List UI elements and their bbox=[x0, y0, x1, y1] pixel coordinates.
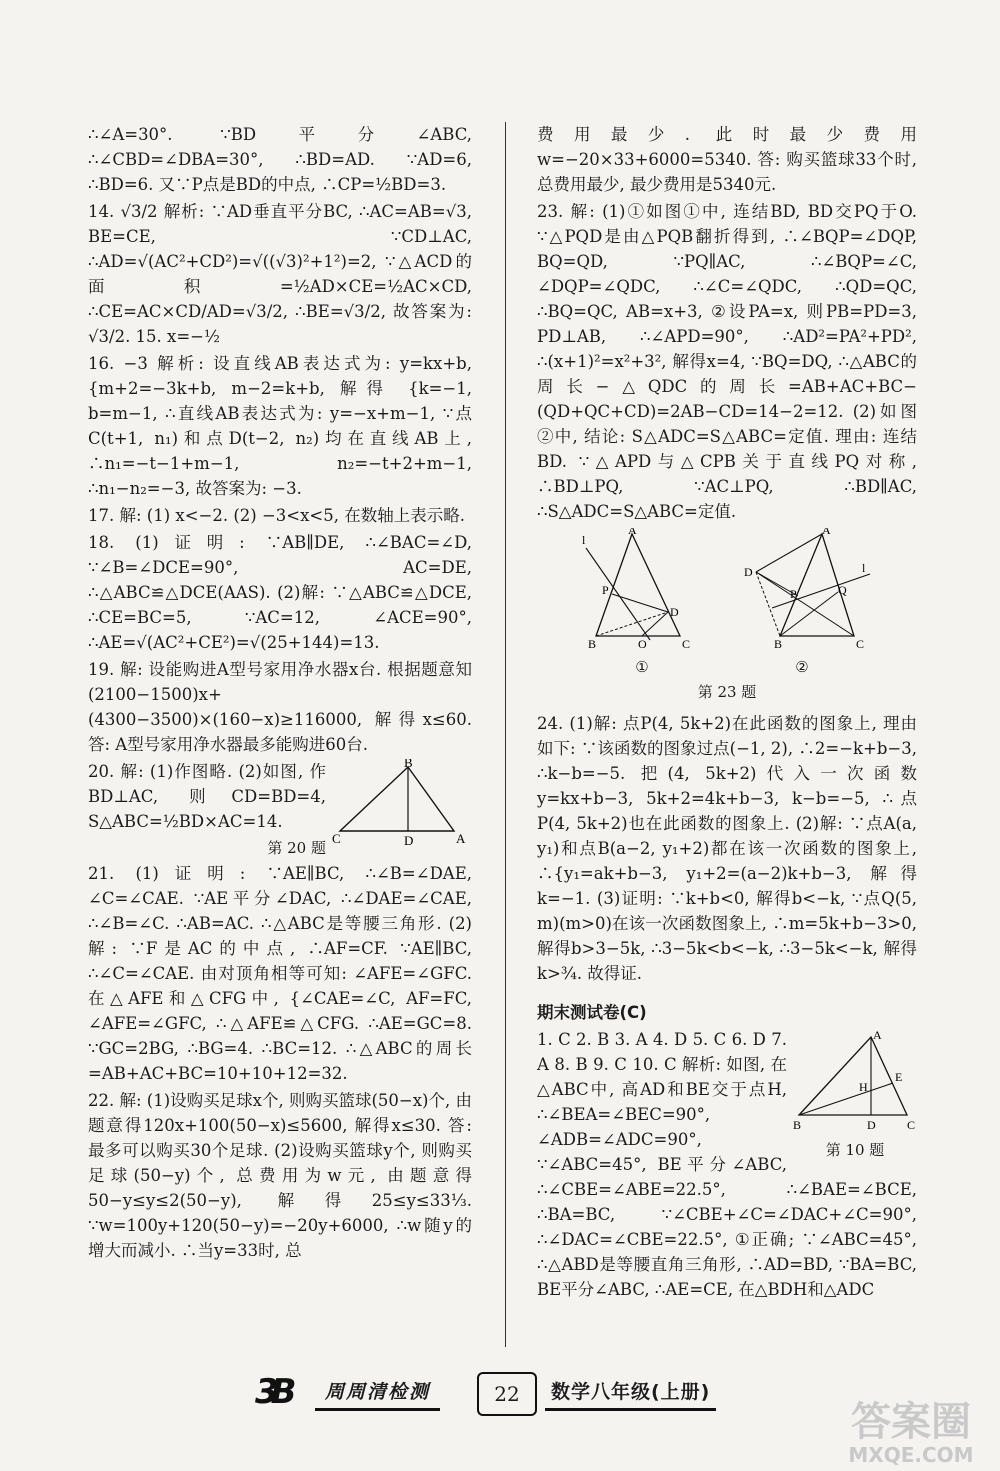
caption-fig23: 第 23 题 bbox=[697, 683, 757, 701]
brand-logo: 3B bbox=[255, 1372, 289, 1412]
caption-fig23-2: ② bbox=[795, 658, 809, 676]
svg-text:Q: Q bbox=[638, 637, 647, 648]
answer-23: 23. 解: (1)①如图①中, 连结BD, BD交PQ于O. ∵△PQD是由△PQB翻折得到, ∴∠BQP=∠DQP, BQ=QD, ∵PQ∥AC, ∴∠BQP=∠C, ∠DQP=∠QDC, ∴∠C=∠QDC, ∴QD=QC, ∴BQ=QC, AB=x+3, ②设PA=x, 则PB=PD=3, PD⊥AB, ∴∠APD=90°, ∴AD²=PA²+PD², ∴(x+1)²=x²+3², 解得x=4, ∵BQ=DQ, ∴△ABC的周长−△QDC的周长=AB+AC+BC−(QD+QC+CD)=2AB−CD=14−2=12. (2)如图②中, 结论: S△ADC=S△ABC=定值. 理由: 连结BD. ∵△APD与△CPB关于直线PQ对称, ∴BD⊥PQ, ∵AC⊥PQ, ∴BD∥AC, ∴S△ADC=S△ABC=定值. bbox=[537, 202, 917, 521]
figure-23-2 bbox=[732, 528, 872, 648]
section-title-final-test-c: 期末测试卷(C) bbox=[537, 1003, 647, 1022]
svg-text:H: H bbox=[859, 1080, 868, 1094]
svg-text:D: D bbox=[744, 565, 753, 579]
svg-text:D: D bbox=[404, 833, 414, 848]
answer-24: 24. (1)解: 点P(4, 5k+2)在此函数的图象上, 理由如下: ∵该函数的图象过点(−1, 2), ∴2=−k+b−3, ∴k−b=−5. 把(4, 5k+2)代入一次函数y=kx+b−3, 5k+2=4k+b−3, k−b=−5, ∴点P(4, 5k+2)也在此函数的图象上. (2)解: ∵点A(a, y₁)和点B(a−2, y₁+2)都在该一次函数的图象上, ∴{y₁=ak+b−3, y₁+2=(a−2)k+b−3, 解得k=−1. (3)证明: ∵k+b<0, 解得b<−k, ∵点Q(5, m)(m>0)在该一次函数图象上, ∴m=5k+b−3>0, 解得b>3−5k, ∴3−5k<b<−k, ∴3−5k<−k, 解得k>¾. 故得证. bbox=[537, 714, 917, 983]
svg-text:E: E bbox=[895, 1070, 903, 1084]
answer-18: 18. (1)证明: ∵AB∥DE, ∴∠BAC=∠D, ∵∠B=∠DCE=90°, AC=DE, ∴△ABC≌△DCE(AAS). (2)解: ∵△ABC≌△DCE, ∴CE=BC=5, ∵AC=12, ∠ACE=90°, ∴AE=√(AC²+CE²)=√(25+144)=13. bbox=[88, 533, 472, 652]
svg-text:C: C bbox=[856, 637, 865, 648]
svg-text:A: A bbox=[456, 831, 466, 846]
answer-13-cont: ∴∠A=30°. ∵BD平分∠ABC, ∴∠CBD=∠DBA=30°, ∴BD=AD. ∵AD=6, ∴BD=6. 又∵P点是BD的中点, ∴CP=½BD=3. bbox=[88, 125, 472, 194]
subject-label: 数学八年级(上册) bbox=[545, 1376, 716, 1411]
watermark bbox=[836, 1400, 986, 1466]
answer-22: 22. 解: (1)设购买足球x个, 则购买篮球(50−x)个, 由题意得120x+100(50−x)≤5600, 解得x≤30. 答: 最多可以购买30个足球. (2)设购买篮球y个, 则购买足球(50−y)个, 总费用为w元, 由题意得50−y≤y≤2(50−y), 解得25≤y≤33⅓. ∵w=100y+120(50−y)=−20y+6000, ∴w随y的增大而减小. ∴当y=33时, 总 bbox=[88, 1091, 472, 1260]
left-column bbox=[88, 122, 472, 1265]
page-number: 22 bbox=[477, 1372, 537, 1416]
series-name: 周周清检测 bbox=[315, 1376, 440, 1411]
caption-fig20: 第 20 题 bbox=[267, 839, 326, 857]
svg-text:B: B bbox=[774, 637, 783, 648]
column-divider bbox=[505, 122, 506, 1347]
answer-21: 21. (1)证明: ∵AE∥BC, ∴∠B=∠DAE, ∠C=∠CAE. ∵AE平分∠DAC, ∴∠DAE=∠CAE, ∴∠B=∠C. ∴AB=AC. ∴△ABC是等腰三角形. (2)解: ∵F是AC的中点, ∴AF=CF. ∵AE∥BC, ∴∠C=∠CAE. 由对顶角相等可知: ∠AFE=∠GFC. 在△AFE和△CFG中, {∠CAE=∠C, AF=FC, ∠AFE=∠GFC, ∴△AFE≌△CFG. ∴AE=GC=8. ∵GC=2BG, ∴BG=4. ∴BC=12. ∴△ABC的周长=AB+AC+BC=10+10+12=32. bbox=[88, 864, 472, 1083]
answers-1-10: 1. C 2. B 3. A 4. D 5. C 6. D 7. A 8. B 9. C 10. C 解析: 如图, 在△ABC中, 高AD和BE交于点H, ∴∠BEA=∠BEC=90°, ∠ADB=∠ADC=90°, ∵∠ABC=45°, BE平分∠ABC, ∴∠CBE=∠ABE=22.5°, ∴∠BAE=∠BCE, ∴BA=BC, ∵∠CBE+∠C=∠DAC+∠C=90°, ∴∠DAC=∠CBE=22.5°, ①正确; ∵∠ABC=45°, ∴△ABD是等腰直角三角形, ∴AD=BD, ∵BA=BC, BE平分∠ABC, ∴AE=CE, 在△BDH和△ADC bbox=[537, 1030, 917, 1299]
svg-text:D: D bbox=[670, 605, 679, 619]
svg-text:A: A bbox=[822, 528, 831, 537]
svg-text:B: B bbox=[588, 637, 597, 648]
watermark-text: 答案圈 bbox=[851, 1399, 971, 1445]
answer-20-block bbox=[88, 759, 472, 861]
figure-23-1 bbox=[582, 528, 702, 648]
svg-text:l: l bbox=[862, 561, 866, 575]
answer-16: 16. −3 解析: 设直线AB表达式为: y=kx+b, {m+2=−3k+b, m−2=k+b, 解得 {k=−1, b=m−1, ∴直线AB表达式为: y=−x+m−1, ∵点C(t+1, n₁)和点D(t−2, n₂)均在直线AB上, ∴n₁=−t−1+m−1, n₂=−t+2+m−1, ∴n₁−n₂=−3, 故答案为: −3. bbox=[88, 354, 472, 498]
svg-text:D: D bbox=[867, 1118, 876, 1131]
svg-text:C: C bbox=[907, 1118, 916, 1131]
svg-text:C: C bbox=[682, 637, 691, 648]
svg-text:A: A bbox=[873, 1031, 882, 1042]
svg-text:P: P bbox=[790, 587, 797, 601]
answer-19: 19. 解: 设能购进A型号家用净水器x台. 根据题意知(2100−1500)x+(4300−3500)×(160−x)≥116000, 解得x≤60. 答: A型号家用净水器最多能购进60台. bbox=[88, 660, 472, 754]
answer-14-15: 14. √3/2 解析: ∵AD垂直平分BC, ∴AC=AB=√3, BE=CE, ∵CD⊥AC, ∴AD=√(AC²+CD²)=√((√3)²+1²)=2, ∵△ACD的面积=½AD×CE=½AC×CD, ∴CE=AC×CD/AD=√3/2, ∴BE=√3/2, 故答案为: √3/2. 15. x=−½ bbox=[88, 202, 472, 346]
svg-text:B: B bbox=[793, 1118, 802, 1131]
right-column bbox=[537, 122, 917, 1304]
svg-text:C: C bbox=[332, 831, 341, 846]
answer-22-cont: 费用最少. 此时最少费用w=−20×33+6000=5340. 答: 购买篮球33个时, 总费用最少, 最少费用是5340元. bbox=[537, 125, 917, 194]
svg-text:A: A bbox=[628, 528, 637, 537]
answer-17: 17. 解: (1) x<−2. (2) −3<x<5, 在数轴上表示略. bbox=[88, 506, 465, 525]
svg-text:l: l bbox=[582, 533, 586, 547]
watermark-url: MXQE.COM bbox=[848, 1443, 974, 1467]
caption-fig23-1: ① bbox=[635, 658, 649, 676]
caption-fig10: 第 10 题 bbox=[825, 1141, 885, 1159]
answer-20: 20. 解: (1)作图略. (2)如图, 作BD⊥AC, 则CD=BD=4, S△ABC=½BD×AC=14. bbox=[88, 762, 326, 831]
svg-text:B: B bbox=[404, 759, 413, 770]
svg-text:Q: Q bbox=[838, 583, 847, 597]
page-footer bbox=[255, 1368, 745, 1418]
figure-23-block bbox=[537, 528, 917, 680]
final-test-answers bbox=[537, 1027, 917, 1302]
svg-text:P: P bbox=[602, 583, 609, 597]
figure-10 bbox=[793, 1031, 917, 1131]
figure-20 bbox=[332, 759, 472, 849]
